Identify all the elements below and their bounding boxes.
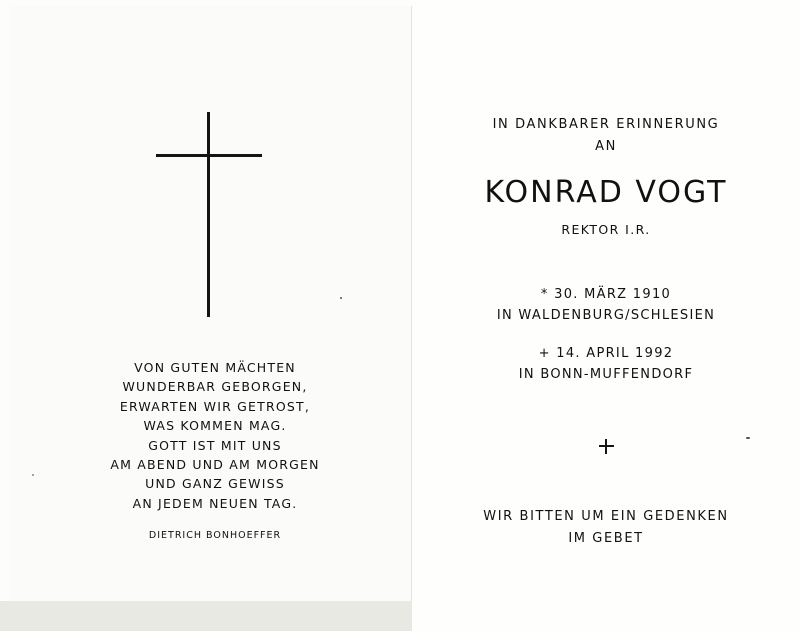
poem-line: VON GUTEN MÄCHTEN (134, 360, 296, 375)
memorial-line: AN (595, 139, 617, 154)
scan-speck (746, 437, 750, 439)
small-cross-icon (599, 439, 614, 454)
birth-info (412, 284, 800, 326)
poem-line: ERWARTEN WIR GETROST, (119, 398, 311, 414)
birth-date: * 30. MÄRZ 1910 (540, 287, 672, 302)
poem-line: UND GANZ GEWISS (145, 476, 285, 492)
memorial-line: IN DANKBARER ERINNERUNG (492, 117, 720, 132)
poem-line: WUNDERBAR GEBORGEN, (122, 379, 308, 395)
memorial-heading (412, 114, 800, 158)
death-place: IN BONN-MUFFENDORF (518, 367, 694, 382)
scan-background-strip (0, 601, 412, 631)
closing-line: IM GEBET (568, 531, 644, 546)
deceased-name: KONRAD VOGT (484, 175, 728, 210)
death-date: + 14. APRIL 1992 (538, 346, 674, 361)
poem-author: DIETRICH BONHOEFFER (148, 530, 282, 541)
birth-place: IN WALDENBURG/SCHLESIEN (496, 308, 716, 323)
poem-verse (60, 358, 370, 513)
poem-line: AM ABEND UND AM MORGEN (110, 457, 320, 473)
poem-line: GOTT IST MIT UNS (148, 437, 282, 453)
scan-speck (32, 474, 34, 476)
cross-icon (156, 112, 262, 317)
closing-request (412, 506, 800, 550)
scan-speck (340, 297, 342, 299)
poem-line: WAS KOMMEN MAG. (143, 418, 287, 434)
poem-line: AN JEDEM NEUEN TAG. (132, 495, 298, 511)
death-info (412, 343, 800, 385)
deceased-title: REKTOR I.R. (561, 222, 651, 237)
closing-line: WIR BITTEN UM EIN GEDENKEN (483, 509, 729, 524)
